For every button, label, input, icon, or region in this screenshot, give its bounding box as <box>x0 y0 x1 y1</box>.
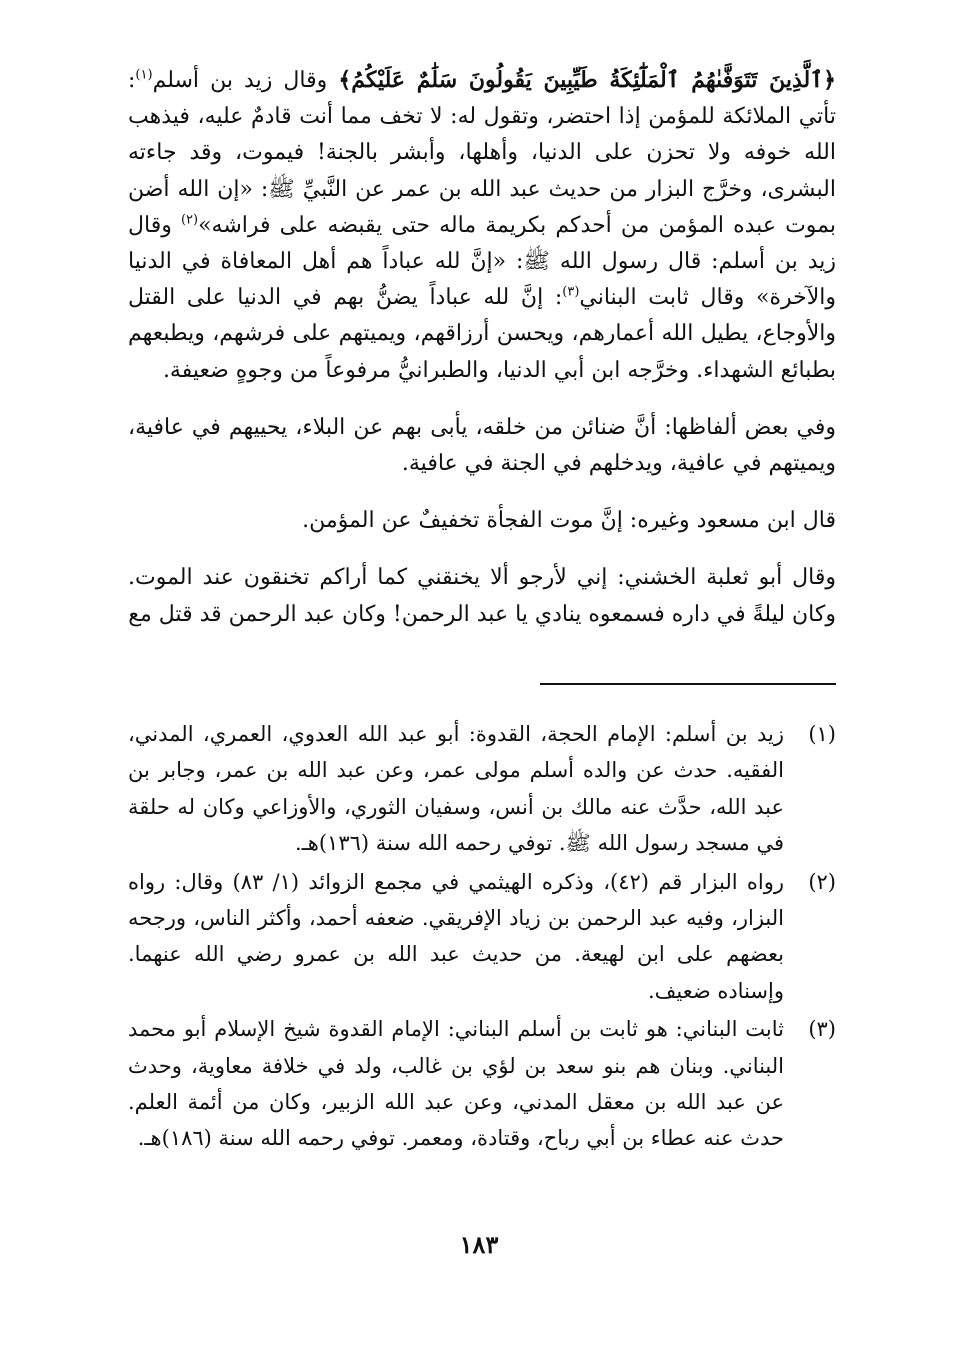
paragraph-2: وفي بعض ألفاظها: أنَّ ضنائن من خلقه، يأبى بهم عن البلاء، يحييهم في عافية، ويميتهم في عافية، ويدخلهم في الجنة في عافية. <box>128 414 836 477</box>
footnote-text: ثابت البناني: هو ثابت بن أسلم البناني: الإمام القدوة شيخ الإسلام أبو محمد البناني. وبنان هم بنو سعد بن لؤي بن غالب، ولد في خلافة معاوية، وحدث عن عبد الله بن معقل المدني، وعن عبد الله الزبير، وكان من أئمة العلم. حدث عنه عطاء بن أبي رباح، وقتادة، ومعمر. توفي رحمه الله سنة (١٨٦)هـ. <box>128 1017 784 1151</box>
footnote-ref-1[interactable]: (١) <box>135 67 153 83</box>
footnote-2 <box>128 864 836 1010</box>
text-run: : إنَّ لله عباداً يضنُّ بهم في الدنيا على القتل والأوجاع، يطيل الله أعمارهم، ويحسن أرزاقهم، ويميتهم على فرشهم، ويطبعهم بطبائع الشهداء. وخرَّجه ابن أبي الدنيا، والطبرانيُّ مرفوعاً من وجوهٍ ضعيفة. <box>128 285 836 383</box>
quran-verse: ﴿ٱلَّذِينَ تَتَوَفَّىٰهُمُ ٱلْمَلَٰٓئِكَةُ طَيِّبِينَ يَقُولُونَ سَلَٰمٌ عَلَيْكُمُ﴾ <box>338 67 836 93</box>
footnote-text: رواه البزار قم (٤٢)، وذكره الهيثمي في مجمع الزوائد (١/ ٨٣) وقال: رواه البزار، وفيه عبد الرحمن بن زياد الإفريقي. ضعفه أحمد، وأكثر الناس، ورجحه بعضهم على ابن لهيعة. من حديث عبد الله بن عمرو رضي الله عنهما. وإسناده ضعيف. <box>128 869 784 1003</box>
footnote-number: (٣) <box>808 1017 836 1042</box>
text-run: وقال زيد بن أسلم <box>152 68 328 93</box>
footnote-text: زيد بن أسلم: الإمام الحجة، القدوة: أبو عبد الله العدوي، العمري، المدني، الفقيه. حدث عن والده أسلم مولى عمر، وعن عبد الله بن عمر، وجابر بن عبد الله، حدَّث عنه مالك بن أنس، وسفيان الثوري، والأوزاعي وكان له حلقة في مسجد رسول الله ﷺ. توفي رحمه الله سنة (١٣٦)هـ. <box>128 722 784 856</box>
main-text <box>128 62 836 633</box>
footnote-number: (١) <box>808 722 836 746</box>
footnote-ref-2[interactable]: (٢) <box>180 212 199 228</box>
footnotes <box>128 716 836 1157</box>
page-number: ١٨٣ <box>459 1230 499 1259</box>
text-run: وقال زيد بن أسلم: قال رسول الله ﷺ: «إنَّ لله عباداً هم أهل المعافاة في الدنيا والآخرة» وقال ثابت البناني <box>128 212 836 311</box>
paragraph-4: وقال أبو ثعلبة الخشني: إني لأرجو ألا يخنقني كما أراكم تخنقون عند الموت. وكان ليلةً في داره فسمعوه ينادي يا عبد الرحمن! وكان عبد الرحمن قد قتل مع <box>128 565 836 627</box>
paragraph-3: قال ابن مسعود وغيره: إنَّ موت الفجأة تخفيفٌ عن المؤمن. <box>302 508 836 534</box>
footnote-separator <box>540 683 836 685</box>
footnote-3 <box>128 1011 836 1157</box>
text-run: : تأتي الملائكة للمؤمن إذا احتضر، وتقول له: لا تخف مما أنت قادمٌ عليه، فيذهب الله خوفه ولا تحزن على الدنيا، وأهلها، وأبشر بالجنة! فيموت، وقد جاءته البشرى، وخرَّج البزار من حديث عبد الله بن عمر عن النَّبيِّ ﷺ: «إن الله أضن بموت عبده المؤمن من أحدكم بكريمة ماله حتى يقبضه على فراشه» <box>128 68 836 238</box>
footnote-number: (٢) <box>808 869 836 894</box>
footnote-1 <box>128 716 836 862</box>
footnote-ref-3[interactable]: (٣) <box>562 284 580 300</box>
paragraph-1 <box>128 62 836 389</box>
